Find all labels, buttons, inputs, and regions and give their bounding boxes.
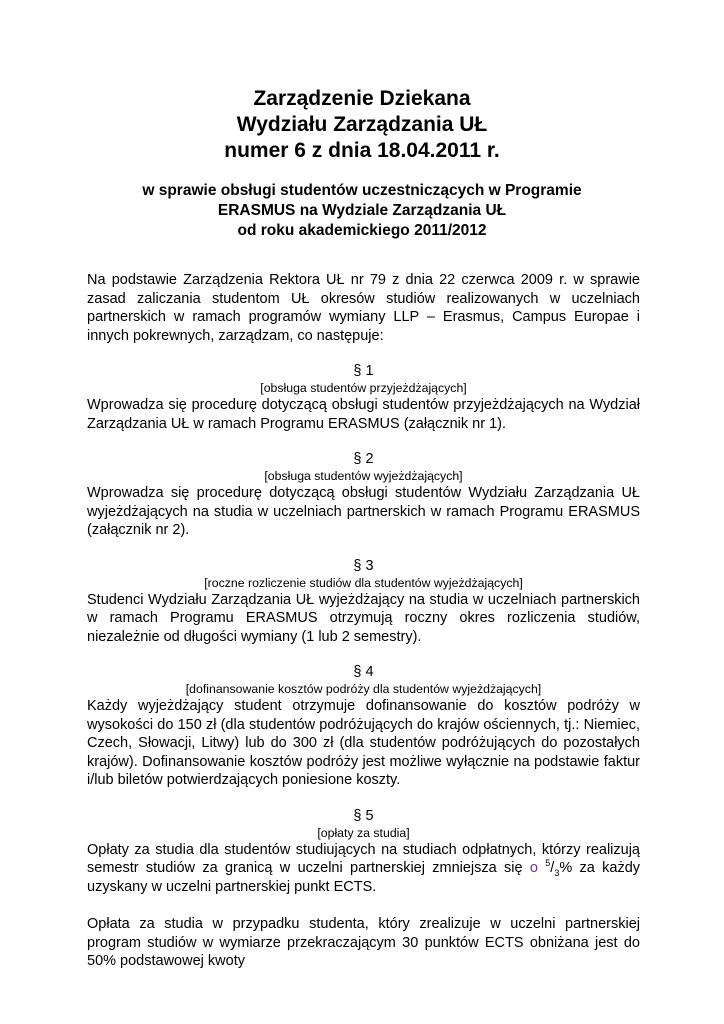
section-1-number: § 1 (353, 363, 374, 379)
section-1-text: Wprowadza się procedurę dotyczącą obsługi studentów przyjeżdżających na Wydział Zarządzania UŁ w ramach Programu ERASMUS (załącznik nr 1). (87, 397, 640, 432)
title-line-1: Zarządzenie Dziekana (253, 87, 471, 110)
fraction-denominator: 3 (554, 867, 560, 878)
fraction-prefix-o: o (529, 860, 538, 876)
document-body (87, 271, 640, 971)
section-4-text: Każdy wyjeżdżający student otrzymuje dofinansowanie do kosztów podróży w wysokości do 150 zł (dla studentów podróżujących do krajów ościennych, tj.: Niemiec, Czech, Słowacji, Litwy) lub do 300 zł (dla studentów podróżujących do pozostałych krajów). Dofinansowanie kosztów podróży jest możliwe wyłącznie na podstawie faktur i/lub biletów potwierdzających poniesione koszty. (87, 698, 640, 788)
section-2-number: § 2 (353, 451, 374, 467)
subtitle-line-1: w sprawie obsługi studentów uczestniczących w Programie (142, 182, 582, 199)
fraction-numerator: 5 (545, 858, 551, 869)
intro-paragraph: Na podstawie Zarządzenia Rektora UŁ nr 79 z dnia 22 czerwca 2009 r. w sprawie zasad zaliczania studentom UŁ okresów studiów realizowanych w uczelniach partnerskich w ramach programów wymiany LLP – Erasmus, Campus Europae i innych pokrewnych, zarządzam, co następuje: (87, 272, 640, 344)
section-3-topic: [roczne rozliczenie studiów dla studentów wyjeżdżających] (204, 575, 523, 590)
section-5-topic: [opłaty za studia] (317, 825, 410, 840)
section-3-text: Studenci Wydziału Zarządzania UŁ wyjeżdżający na studia w uczelniach partnerskich w ramach Programu ERASMUS otrzymują roczny okres rozliczenia studiów, niezależnie od długości wymiany (1 lub 2 semestry). (87, 591, 640, 645)
document-title (60, 86, 664, 164)
section-5-number: § 5 (353, 807, 374, 824)
section-4-topic: [dofinansowanie kosztów podróży dla studentów wyjeżdżających] (185, 682, 542, 696)
section-2-text: Wprowadza się procedurę dotyczącą obsługi studentów Wydziału Zarządzania UŁ wyjeżdżających na studia w uczelniach partnerskich w ramach Programu ERASMUS (załącznik nr 2). (87, 485, 640, 538)
section-5-text-before: Opłaty za studia dla studentów studiujących na studiach odpłatnych, którzy realizują semestr studiów za granicą w uczelni partnerskiej zmniejsza się (87, 841, 640, 876)
section-4-number: § 4 (353, 664, 374, 680)
document-subtitle (60, 181, 664, 241)
fraction-separator: / (550, 860, 555, 876)
title-line-3: numer 6 z dnia 18.04.2011 r. (224, 139, 500, 162)
section-5-text (87, 841, 640, 897)
title-line-2: Wydziału Zarządzania UŁ (236, 113, 488, 136)
section-5-text-2: Opłata za studia w przypadku studenta, który zrealizuje w uczelni partnerskiej program studiów w wymiarze przekraczającym 30 punktów ECTS obniżana jest do 50% podstawowej kwoty (87, 916, 640, 969)
section-5-text-after: % za każdy uzyskany w uczelni partnerskiej punkt ECTS. (87, 860, 641, 895)
subtitle-line-3: od roku akademickiego 2011/2012 (237, 222, 487, 239)
section-2-topic: [obsługa studentów wyjeżdżających] (264, 469, 463, 483)
paragraph-gap (87, 896, 640, 915)
subtitle-line-2: ERASMUS na Wydziale Zarządzania UŁ (217, 202, 507, 219)
section-1-topic: [obsługa studentów przyjeżdżających] (260, 381, 467, 395)
section-3-number: § 3 (353, 557, 374, 574)
